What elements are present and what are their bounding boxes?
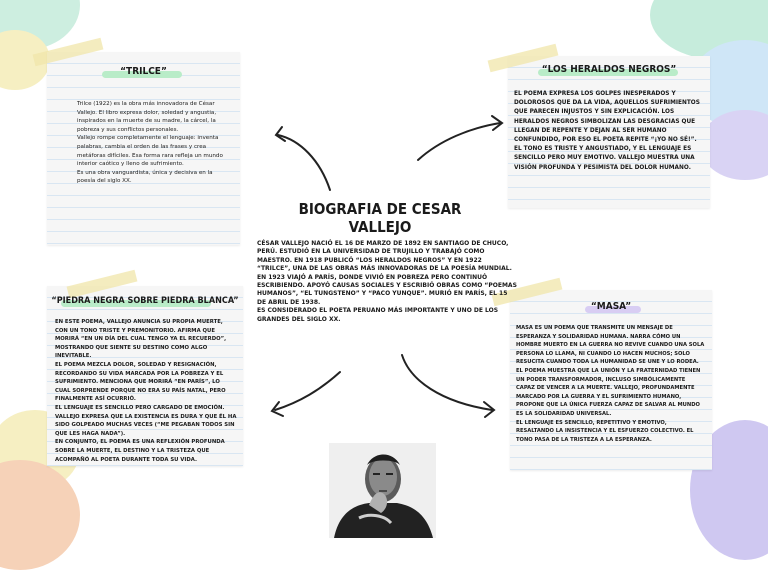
vallejo-portrait xyxy=(329,443,436,538)
heraldos-body: EL POEMA EXPRESA LOS GOLPES INESPERADOS Y DOLOROSOS QUE DA LA VIDA, AQUELLOS SUFRIMIENTOS QUE PARECEN INJUSTOS Y SIN EXPLICACIÓN. LOS HERALDOS NEGROS SIMBOLIZAN LAS DESGRACIAS QUE LLEGAN DE REPENTE Y DEJAN AL SER HUMANO CONFUNDIDO, POR ESO EL POETA REPITE “¡YO NO SÉ!”. EL TONO ES TRISTE Y ANGUSTIADO, Y EL LENGUAJE ES SENCILLO PERO MUY EMOTIVO. VALLEJO MUESTRA UNA VISIÓN PROFUNDA Y PESIMISTA DEL DOLOR HUMANO. xyxy=(514,91,700,171)
masa-card xyxy=(510,290,712,470)
arrow-to-heraldos xyxy=(418,123,500,160)
biography-title xyxy=(290,200,470,236)
arrow-to-piedra xyxy=(275,372,340,410)
biography-title-line2: VALLEJO xyxy=(348,218,412,236)
piedra-card xyxy=(47,286,243,466)
piedra-title: “PIEDRA NEGRA SOBRE PIEDRA BLANCA” xyxy=(51,296,239,306)
trilce-card xyxy=(47,52,240,245)
piedra-body: EN ESTE POEMA, VALLEJO ANUNCIA SU PROPIA MUERTE, CON UN TONO TRISTE Y PREMONITORIO. AFIRMA QUE MORIRÁ “EN UN DÍA DEL CUAL TENGO YA EL RECUERDO”, MOSTRANDO QUE SIENTE SU DESTINO COMO ALGO INEVITABLE. EL POEMA MEZCLA DOLOR, SOLEDAD Y RESIGNACIÓN, RECORDANDO SU VIDA MARCADA POR LA POBREZA Y EL SUFRIMIENTO. MENCIONA QUE MORIRÁ “EN PARÍS”, LO CUAL SORPRENDE PORQUE NO ERA SU PAÍS NATAL, PERO FINALMENTE ASÍ OCURRIÓ. EL LENGUAJE ES SENCILLO PERO CARGADO DE EMOCIÓN. VALLEJO EXPRESA QUE LA EXISTENCIA ES DURA Y QUE ÉL HA SIDO GOLPEADO MUCHAS VECES (“ME PEGABAN TODOS SIN QUE LES HAGA NADA”). EN CONJUNTO, EL POEMA ES UNA REFLEXIÓN PROFUNDA SOBRE LA MUERTE, EL DESTINO Y LA TRISTEZA QUE ACOMPAÑÓ AL POETA DURANTE TODA SU VIDA. xyxy=(55,319,237,463)
masa-title: “MASA” xyxy=(590,301,632,312)
heraldos-title: “LOS HERALDOS NEGROS” xyxy=(541,64,677,75)
heraldos-card xyxy=(508,56,710,208)
trilce-title: “TRILCE” xyxy=(120,66,167,77)
masa-body: MASA ES UN POEMA QUE TRANSMITE UN MENSAJE DE ESPERANZA Y SOLIDARIDAD HUMANA. NARRA CÓMO UN HOMBRE MUERTO EN LA GUERRA NO REVIVE CUANDO UNA SOLA PERSONA LO LLAMA, NI CUANDO LO HACEN MUCHOS; SOLO RESUCITA CUANDO TODA LA HUMANIDAD SE UNE Y LO RODEA. EL POEMA MUESTRA QUE LA UNIÓN Y LA FRATERNIDAD TIENEN UN PODER TRANSFORMADOR, INCLUSO SIMBÓLICAMENTE CAPAZ DE VENCER A LA MUERTE. VALLEJO, PROFUNDAMENTE MARCADO POR LA GUERRA Y EL SUFRIMIENTO HUMANO, PROPONE QUE LA ÚNICA FUERZA CAPAZ DE SALVAR AL MUNDO ES LA SOLIDARIDAD UNIVERSAL. EL LENGUAJE ES SENCILLO, REPETITIVO Y EMOTIVO, RESALTANDO LA INSISTENCIA Y EL ESFUERZO COLECTIVO. EL TONO PASA DE LA TRISTEZA A LA ESPERANZA. xyxy=(516,325,705,443)
biography-body: CÉSAR VALLEJO NACIÓ EL 16 DE MARZO DE 1892 EN SANTIAGO DE CHUCO, PERÚ. ESTUDIÓ EN LA UNIVERSIDAD DE TRUJILLO Y TRABAJÓ COMO MAESTRO. EN 1918 PUBLICÓ “LOS HERALDOS NEGROS” Y EN 1922 “TRILCE”, UNA DE LAS OBRAS MÁS INNOVADORAS DE LA POESÍA MUNDIAL. EN 1923 VIAJÓ A PARÍS, DONDE VIVIÓ EN POBREZA PERO CONTINUÓ ESCRIBIENDO. APOYÓ CAUSAS SOCIALES Y ESCRIBIÓ OBRAS COMO “POEMAS HUMANOS”, “EL TUNGSTENO” Y “PACO YUNQUE”. MURIÓ EN PARÍS, EL 15 DE ABRIL DE 1938. ES CONSIDERADO EL POETA PERUANO MÁS IMPORTANTE Y UNO DE LOS GRANDES DEL SIGLO XX. xyxy=(257,240,517,323)
arrow-to-masa xyxy=(402,355,492,410)
arrow-to-trilce xyxy=(278,135,330,190)
biography-title-line1: BIOGRAFIA DE CESAR xyxy=(298,200,462,218)
trilce-body: Trilce (1922) es la obra más innovadora de César Vallejo. El libro expresa dolor, soledad y angustia, inspirados en la muerte de su madre, la cárcel, la pobreza y sus conflictos personales. Vallejo rompe completamente el lenguaje: inventa palabras, cambia el orden de las frases y crea metáforas difíciles. Esa forma rara refleja un mundo interior caótico y lleno de sufrimiento. Es una obra vanguardista, única y decisiva en la poesía del siglo XX. xyxy=(77,101,223,185)
